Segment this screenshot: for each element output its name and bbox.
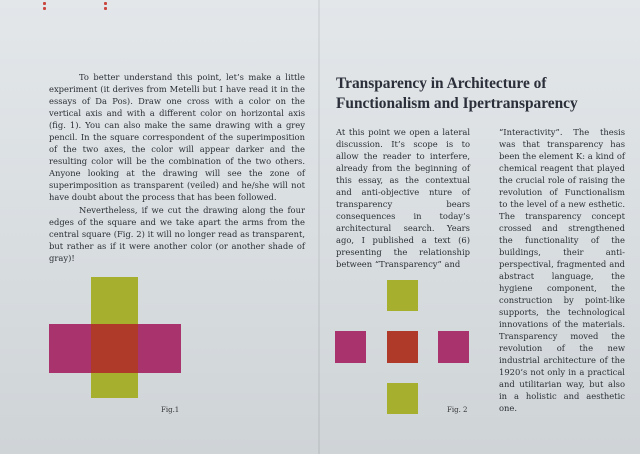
decorative-dots: [43, 2, 47, 16]
page-gutter: [318, 0, 320, 454]
fig2-right-square: [438, 331, 469, 363]
right-col1-text: At this point we open a lateral discussion. It’s scope is to allow the reader to interfere, already from the beginning of this essay, as the contextual and anti-objective nture of transparency bears consequences in today’s architectural search. Years ago, I published a text (6) presenting the relationship between “Transparency” and: [336, 127, 470, 269]
right-col2-text: “Interactivity”. The thesis was that transparency has been the element K: a kind of chemical reagent that played the crucial role of raising the revolution of Functionalism to the level of a new esthetic. The transparency concept crossed and strengthened the functionality of the buildings, their anti- perspectival, fragmented and abstract language, the hygiene component, the construction by point-like supports, the technological innovations of the materials. Transparency moved the revolution of the new industrial architecture of the 1920’s not only in a practical and utilitarian way, but also in a holistic and aesthetic one.: [499, 127, 625, 413]
fig1-overlap-square: [91, 324, 138, 373]
left-paragraph-1: To better understand this point, let’s make a little experiment (it derives from Metelli but I have read it in the essays of Da Pos). Draw one cross with a color on the vertical axis and with a different color on horizontal axis (fig. 1). You can also make the same drawing with a grey pencil. In the square correspondent of the superimposition of the two axes, the color will appear darker and the resulting color will be the combination of the two others. Anyone looking at the drawing will see the zone of superimposition as transparent (veiled) and he/she will not have doubt about the process that has been followed.: [49, 72, 305, 203]
section-title: Transparency in Architecture of Functionalism and Ipertransparency: [336, 75, 578, 112]
left-paragraph-2: Nevertheless, if we cut the drawing along the four edges of the square and we take apart the arms from the central square (Fig. 2) it will no longer read as transparent, but rather as if it were another color (or another shade of gray)!: [49, 204, 305, 263]
fig2-left-square: [335, 331, 366, 363]
fig1-label: Fig.1: [161, 406, 180, 414]
fig2-label: Fig. 2: [447, 406, 468, 414]
decorative-dots: [104, 2, 108, 16]
right-column-2: [499, 126, 625, 414]
fig2-top-square: [387, 280, 418, 311]
fig2-bottom-square: [387, 383, 418, 414]
fig2-center-square: [387, 331, 418, 363]
right-column-1: [336, 126, 470, 270]
left-page-text: [49, 71, 305, 264]
